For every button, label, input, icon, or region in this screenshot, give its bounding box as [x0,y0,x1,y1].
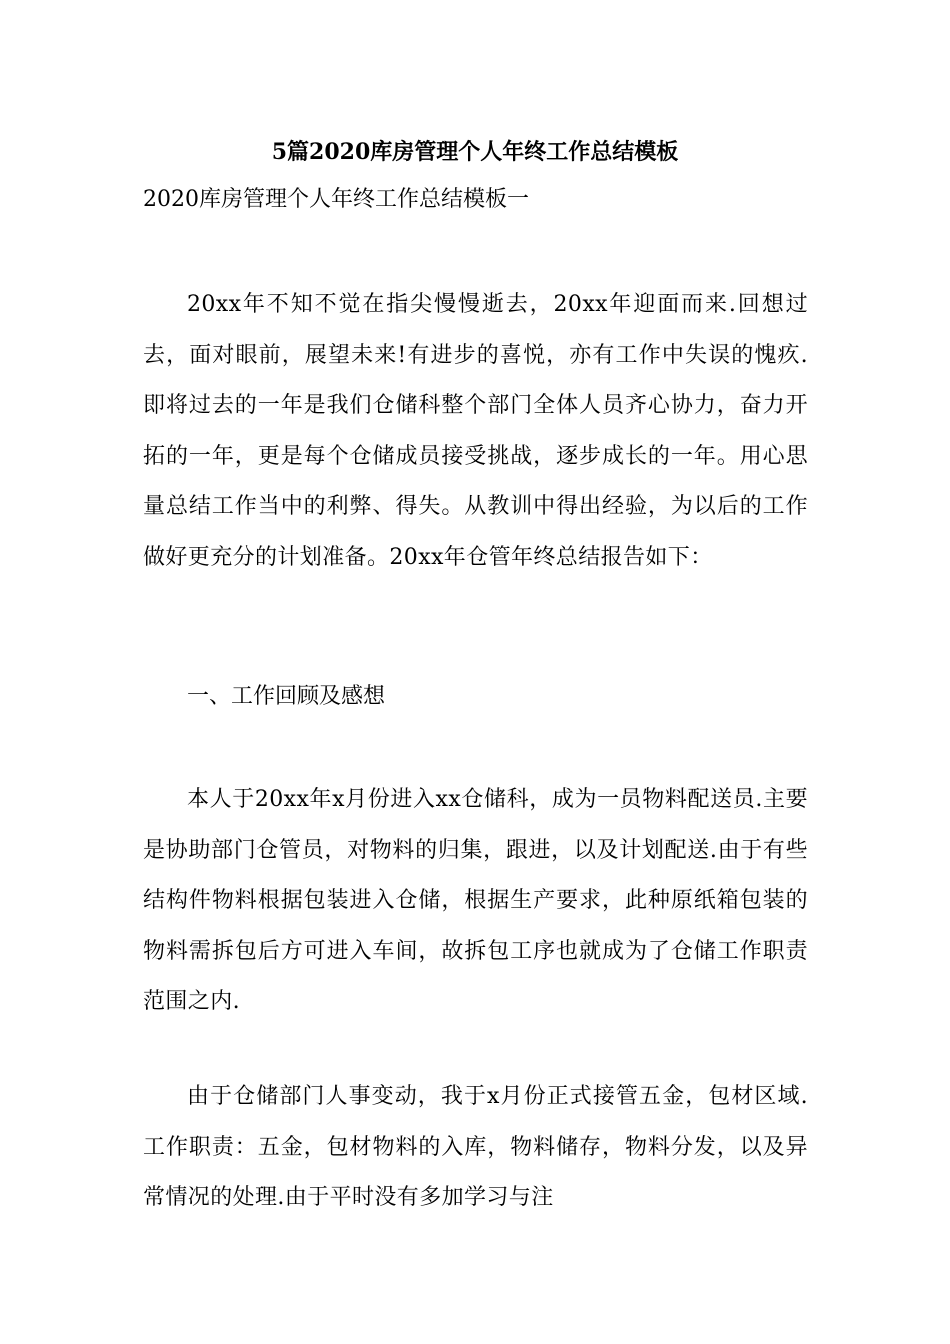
paragraph-intro: 20xx年不知不觉在指尖慢慢逝去，20xx年迎面而来.回想过去，面对眼前，展望未来!有进步的喜悦，亦有工作中失误的愧疚.即将过去的一年是我们仓储科整个部门全体人员齐心协力，奋力开拓的一年，更是每个仓储成员接受挑战，逐步成长的一年。用心思量总结工作当中的利弊、得失。从教训中得出经验，为以后的工作做好更充分的计划准备。20xx年仓管年终总结报告如下： [143,292,808,570]
section-heading-work-review: 一、工作回顾及感想 [187,684,386,709]
document-title: 5篇2020库房管理个人年终工作总结模板 [271,139,679,165]
paragraph-responsibilities: 由于仓储部门人事变动，我于x月份正式接管五金，包材区域.工作职责：五金，包材物料的入库，物料储存，物料分发，以及异常情况的处理.由于平时没有多加学习与注 [143,1084,808,1210]
paragraph-joining: 本人于20xx年x月份进入xx仓储科，成为一员物料配送员.主要是协助部门仓管员，对物料的归集，跟进，以及计划配送.由于有些结构件物料根据包装进入仓储，根据生产要求，此种原纸箱包装的物料需拆包后方可进入车间，故拆包工序也就成为了仓储工作职责范围之内. [143,787,808,1014]
document-subtitle: 2020库房管理个人年终工作总结模板一 [143,187,529,212]
